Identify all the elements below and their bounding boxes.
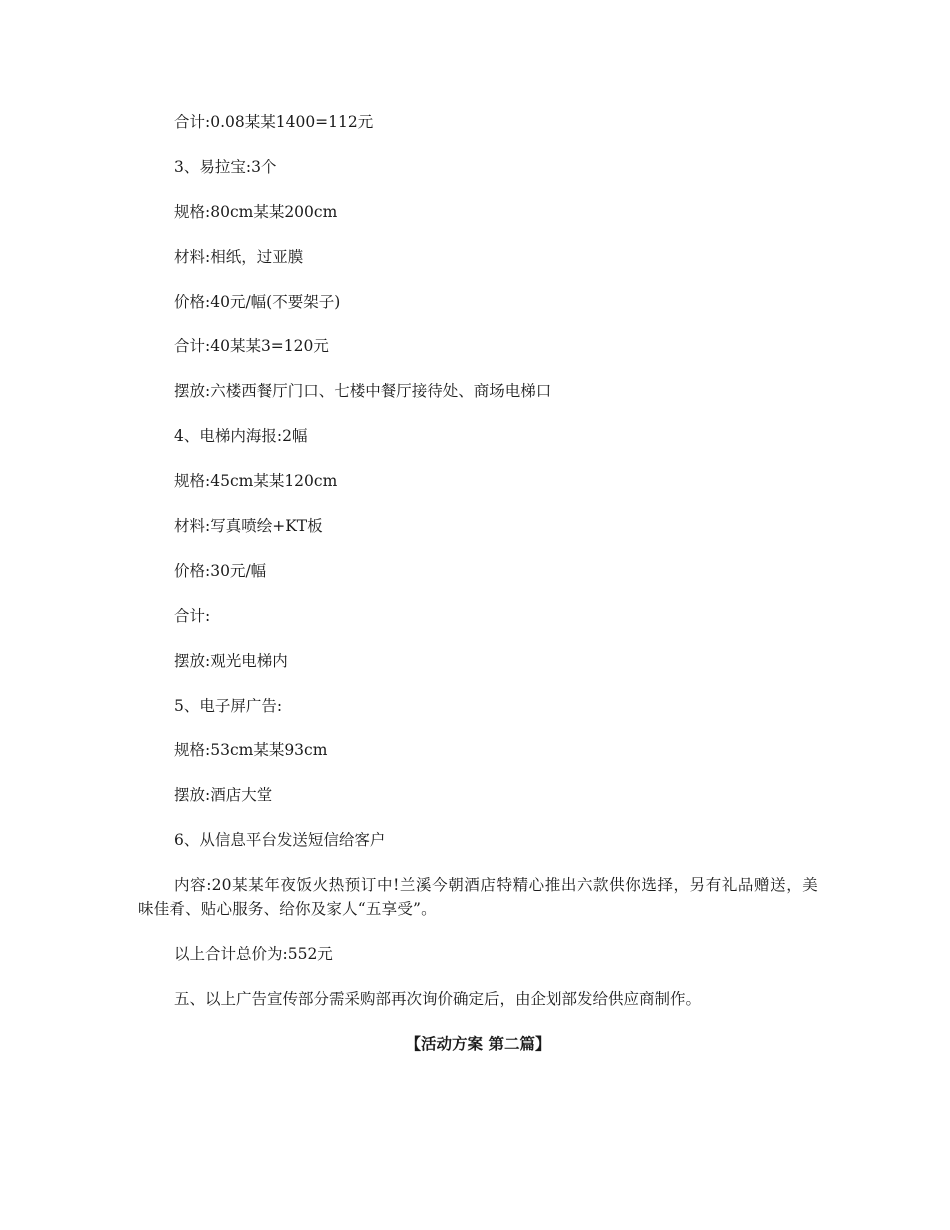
item-screen-ad: 5、电子屏广告: <box>174 696 283 715</box>
item-rollup-banner: 3、易拉宝:3个 <box>174 157 277 176</box>
elevator-poster-total: 合计: <box>174 606 211 625</box>
rollup-material: 材料:相纸，过亚膜 <box>174 247 304 266</box>
grand-total: 以上合计总价为:552元 <box>174 945 333 964</box>
screen-ad-spec: 规格:53cm某某93cm <box>174 741 328 760</box>
item-elevator-poster: 4、电梯内海报:2幅 <box>174 427 308 446</box>
next-section-heading: 【活动方案 第二篇】 <box>405 1033 551 1053</box>
document-body <box>138 110 818 1056</box>
screen-ad-placement: 摆放:酒店大堂 <box>174 786 273 805</box>
elevator-poster-spec: 规格:45cm某某120cm <box>174 472 338 491</box>
total-line-posters: 合计:0.08某某1400=112元 <box>174 113 374 131</box>
elevator-poster-placement: 摆放:观光电梯内 <box>174 651 288 670</box>
rollup-spec: 规格:80cm某某200cm <box>174 202 338 221</box>
sms-content-paragraph: 内容:20某某年夜饭火热预订中!兰溪今朝酒店特精心推出六款供你选择，另有礼品赠送，美味佳肴、贴心服务、给你及家人“五享受”。 <box>138 876 818 919</box>
rollup-price: 价格:40元/幅(不要架子) <box>174 292 341 311</box>
rollup-total: 合计:40某某3=120元 <box>174 337 329 356</box>
item-sms: 6、从信息平台发送短信给客户 <box>174 831 386 850</box>
elevator-poster-price: 价格:30元/幅 <box>174 561 267 580</box>
elevator-poster-material: 材料:写真喷绘+KT板 <box>174 517 323 536</box>
section-five: 五、以上广告宣传部分需采购部再次询价确定后，由企划部发给供应商制作。 <box>174 989 702 1008</box>
rollup-placement: 摆放:六楼西餐厅门口、七楼中餐厅接待处、商场电梯口 <box>174 382 552 401</box>
